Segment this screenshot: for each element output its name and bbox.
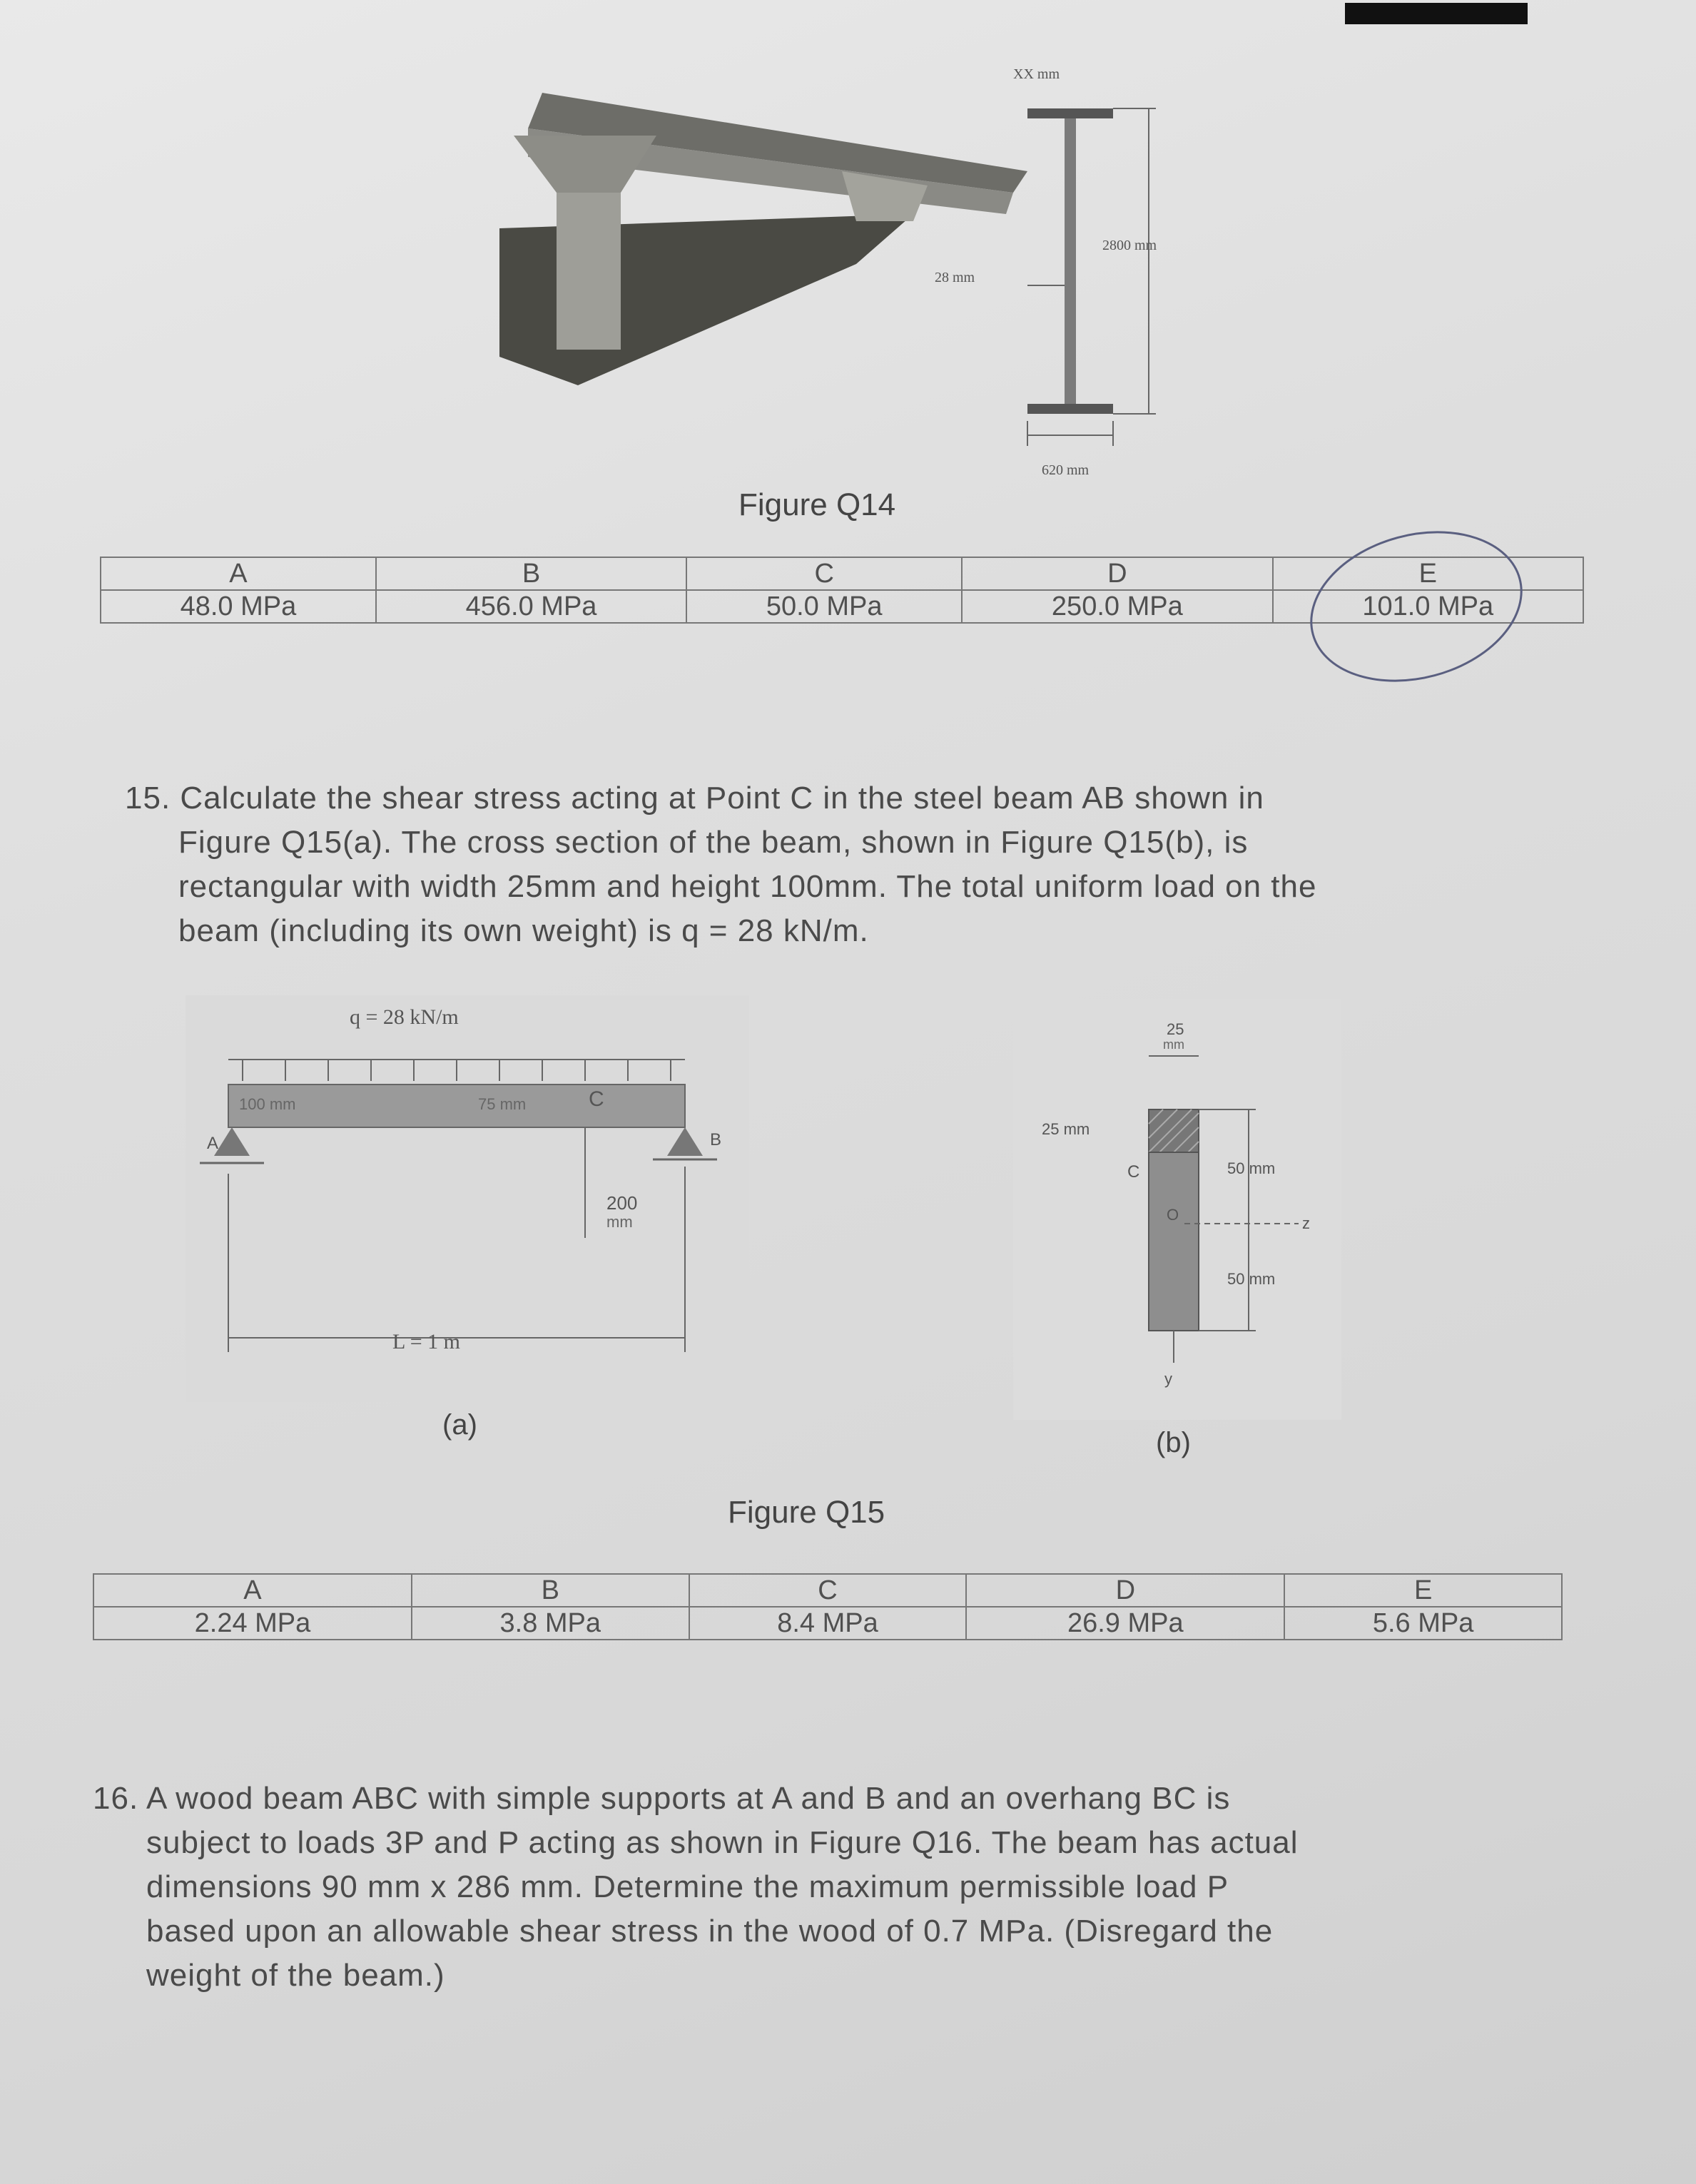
redaction-bar	[1345, 3, 1528, 24]
q16-line-3: dimensions 90 mm x 286 mm. Determine the maximum permissible load P	[146, 1869, 1229, 1904]
q15b-axis-z: z	[1302, 1214, 1310, 1232]
q15b-dim-left: 25 mm	[1042, 1120, 1090, 1138]
q14-option-d-value: 250.0 MPa	[962, 590, 1272, 623]
q15-option-d-value: 26.9 MPa	[966, 1607, 1284, 1640]
figure-q15-caption: Figure Q15	[728, 1495, 885, 1530]
beam-ab	[228, 1085, 685, 1127]
q14-option-b-letter: B	[376, 557, 686, 590]
question-16	[93, 1777, 1577, 1998]
dim-top-label: XX mm	[1013, 66, 1060, 82]
i-beam-section	[1027, 108, 1156, 446]
q14-option-e-letter: E	[1273, 557, 1583, 590]
figure-q14-caption: Figure Q14	[738, 487, 896, 522]
q15-option-a-value: 2.24 MPa	[93, 1607, 412, 1640]
q15-line-1: Calculate the shear stress acting at Point C in the steel beam AB shown in	[180, 781, 1264, 816]
q15b-origin: O	[1167, 1206, 1179, 1224]
q15-option-c-value: 8.4 MPa	[689, 1607, 967, 1640]
q14-option-d-letter: D	[962, 557, 1272, 590]
dim-web-label: 28 mm	[935, 270, 975, 285]
dim-bottom-label: 620 mm	[1042, 462, 1090, 478]
q15a-depth-label: 100 mm	[239, 1095, 296, 1113]
q15a-support-b-label: B	[710, 1130, 722, 1149]
q15a-dim-mm: mm	[606, 1213, 633, 1231]
q15b-dim-lower: 50 mm	[1227, 1270, 1276, 1288]
figure-q15b	[1013, 999, 1341, 1420]
q14-option-a-value: 48.0 MPa	[101, 590, 376, 623]
q15-values-row	[93, 1607, 1562, 1640]
beam-cross-section	[1149, 1152, 1199, 1331]
q15b-width-top: 25	[1167, 1020, 1184, 1038]
q15a-support-a-label: A	[207, 1134, 219, 1153]
q16-number: 16.	[93, 1781, 139, 1816]
q15-option-a-letter: A	[93, 1574, 412, 1607]
q15b-axis-y: y	[1164, 1370, 1172, 1388]
figure-q15a	[186, 995, 749, 1402]
support-a	[214, 1127, 250, 1156]
q15-number: 15.	[125, 781, 171, 816]
q15b-dim-upper: 50 mm	[1227, 1159, 1276, 1177]
q15b-width-unit: mm	[1163, 1037, 1184, 1052]
q14-option-c-value: 50.0 MPa	[686, 590, 962, 623]
q14-option-e-value: 101.0 MPa	[1273, 590, 1583, 623]
q15a-load-label: q = 28 kN/m	[350, 1005, 459, 1029]
q15-answer-table	[93, 1573, 1563, 1640]
q15-option-c-letter: C	[689, 1574, 967, 1607]
q15-option-e-value: 5.6 MPa	[1284, 1607, 1562, 1640]
q15a-dim-200: 200	[606, 1192, 638, 1214]
dim-height-label: 2800 mm	[1102, 238, 1157, 253]
q15-line-2: Figure Q15(a). The cross section of the beam, shown in Figure Q15(b), is	[178, 825, 1249, 860]
q16-line-2: subject to loads 3P and P acting as shown in Figure Q16. The beam has actual	[146, 1825, 1299, 1860]
q14-option-a-letter: A	[101, 557, 376, 590]
q14-option-c-letter: C	[686, 557, 962, 590]
q15a-span-label: L = 1 m	[392, 1330, 460, 1353]
pen-circle-mark	[1299, 521, 1534, 692]
q16-line-1: A wood beam ABC with simple supports at A and B and an overhang BC is	[146, 1781, 1231, 1816]
support-b	[667, 1127, 703, 1156]
q15-option-b-letter: B	[412, 1574, 689, 1607]
q15a-point-c: C	[589, 1087, 604, 1111]
q16-line-4: based upon an allowable shear stress in the wood of 0.7 MPa. (Disregard the	[146, 1914, 1274, 1949]
q15b-point-c: C	[1127, 1162, 1140, 1182]
q15-option-b-value: 3.8 MPa	[412, 1607, 689, 1640]
q14-option-b-value: 456.0 MPa	[376, 590, 686, 623]
q15-letters-row	[93, 1574, 1562, 1607]
q15-line-3: rectangular with width 25mm and height 100mm. The total uniform load on the	[178, 869, 1317, 904]
q15a-pos-label: 75 mm	[478, 1095, 527, 1113]
q15-option-d-letter: D	[966, 1574, 1284, 1607]
question-15	[125, 776, 1573, 953]
q15-line-4: beam (including its own weight) is q = 28 kN/m.	[178, 913, 869, 948]
q16-line-5: weight of the beam.)	[146, 1958, 445, 1993]
figure-q14	[485, 50, 1241, 492]
figure-q15a-label: (a)	[442, 1409, 477, 1441]
q15-option-e-letter: E	[1284, 1574, 1562, 1607]
figure-q15b-label: (b)	[1156, 1427, 1191, 1458]
